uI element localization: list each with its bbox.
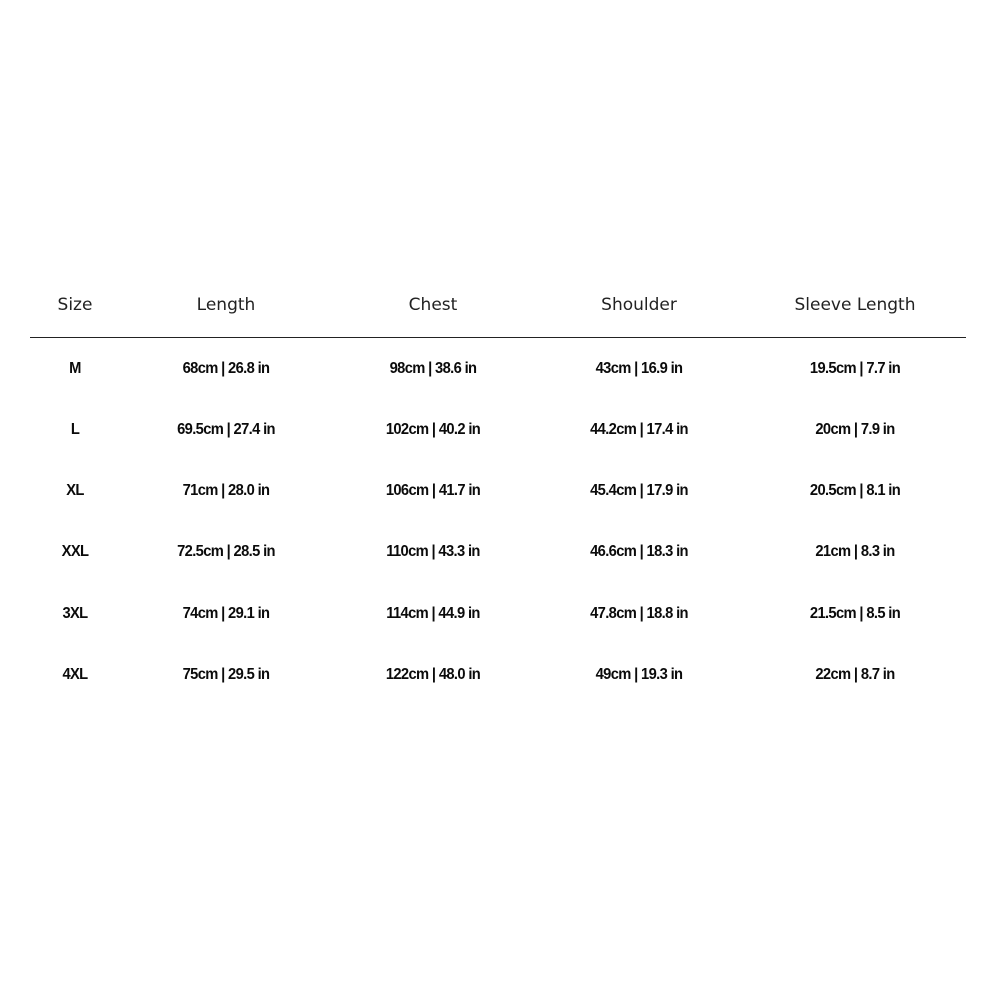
header-length: Length	[196, 295, 256, 315]
table-row	[0, 415, 994, 445]
sleeve-length-cell: 20cm | 7.9 in	[815, 421, 895, 438]
table-row	[0, 354, 994, 384]
table-row	[0, 599, 994, 629]
chest-cell: 122cm | 48.0 in	[385, 666, 481, 683]
size-cell: M	[69, 360, 81, 377]
length-cell: 68cm | 26.8 in	[182, 360, 270, 377]
chest-cell: 114cm | 44.9 in	[386, 605, 480, 622]
chest-cell: 106cm | 41.7 in	[385, 482, 481, 499]
size-cell: XL	[66, 482, 84, 499]
header-shoulder: Shoulder	[601, 295, 677, 315]
sleeve-length-cell: 19.5cm | 7.7 in	[809, 360, 901, 377]
length-cell: 72.5cm | 28.5 in	[177, 543, 275, 560]
length-cell: 69.5cm | 27.4 in	[177, 421, 275, 438]
shoulder-cell: 47.8cm | 18.8 in	[590, 605, 688, 622]
sleeve-length-cell: 22cm | 8.7 in	[815, 666, 895, 683]
shoulder-cell: 43cm | 16.9 in	[595, 360, 683, 377]
chest-cell: 98cm | 38.6 in	[389, 360, 477, 377]
size-cell: 4XL	[62, 666, 88, 683]
size-cell: XXL	[61, 543, 89, 560]
shoulder-cell: 45.4cm | 17.9 in	[590, 482, 688, 499]
shoulder-cell: 49cm | 19.3 in	[595, 666, 683, 683]
sleeve-length-cell: 20.5cm | 8.1 in	[809, 482, 901, 499]
sleeve-length-cell: 21.5cm | 8.5 in	[809, 605, 901, 622]
header-chest: Chest	[408, 295, 458, 315]
size-cell: 3XL	[62, 605, 88, 622]
sleeve-length-cell: 21cm | 8.3 in	[815, 543, 895, 560]
chest-cell: 110cm | 43.3 in	[386, 543, 480, 560]
table-row	[0, 537, 994, 567]
shoulder-cell: 44.2cm | 17.4 in	[590, 421, 688, 438]
length-cell: 74cm | 29.1 in	[182, 605, 270, 622]
table-row	[0, 476, 994, 506]
chest-cell: 102cm | 40.2 in	[385, 421, 481, 438]
length-cell: 75cm | 29.5 in	[182, 666, 270, 683]
length-cell: 71cm | 28.0 in	[182, 482, 270, 499]
header-size: Size	[57, 295, 93, 315]
size-cell: L	[70, 421, 80, 438]
header-sleeve-length: Sleeve Length	[794, 295, 916, 315]
table-row	[0, 660, 994, 690]
shoulder-cell: 46.6cm | 18.3 in	[590, 543, 688, 560]
